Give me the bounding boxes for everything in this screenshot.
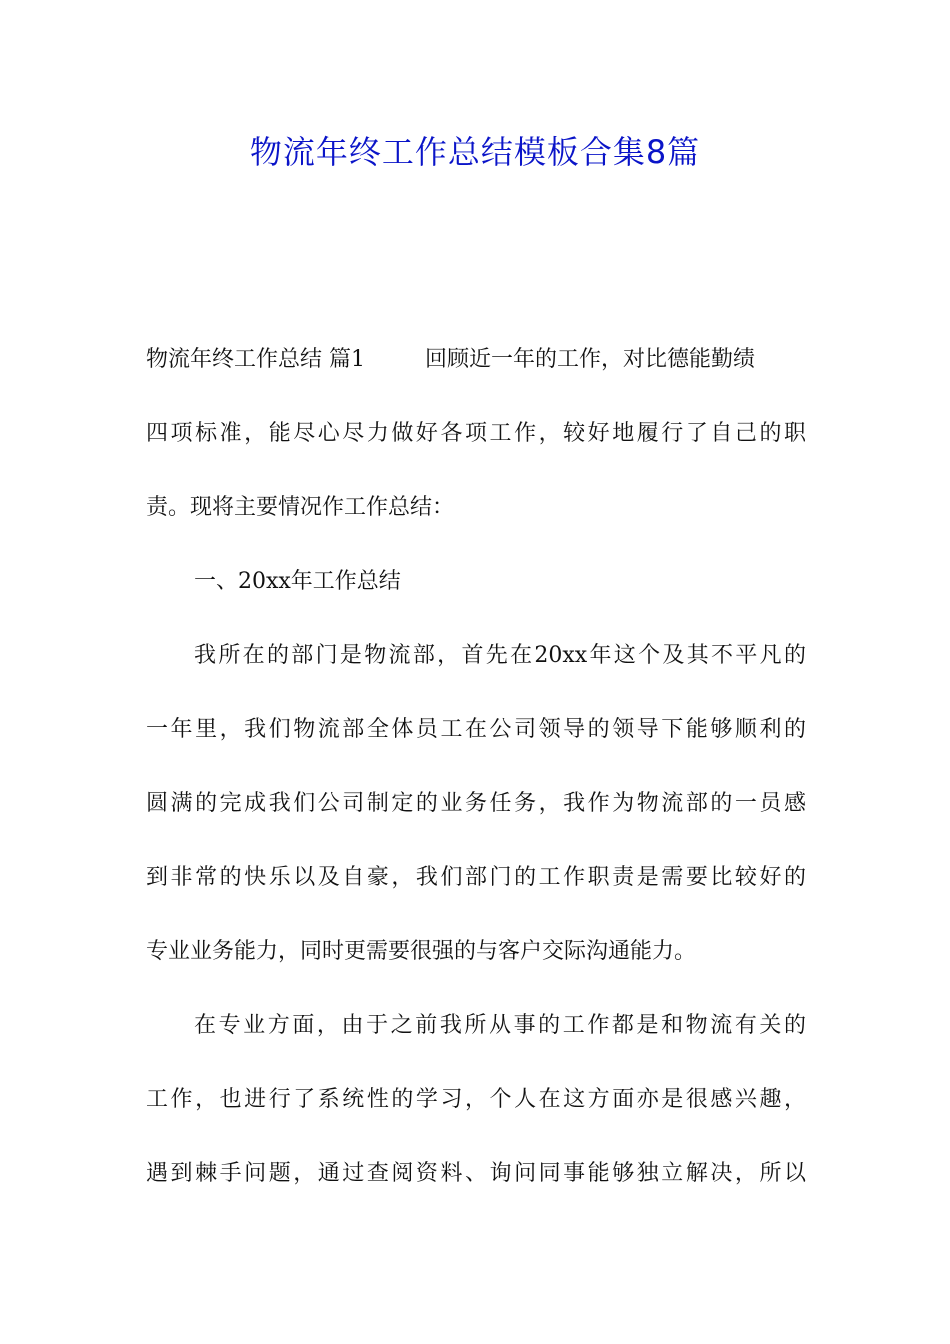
paragraph-line-6: 一年里，我们物流部全体员工在公司领导的领导下能够顺利的: [146, 717, 806, 742]
line-text: 回顾近一年的工作，对比德能勤绩: [425, 347, 756, 372]
document-title: 物流年终工作总结模板合集8篇: [249, 133, 701, 171]
paragraph-line-7: 圆满的完成我们公司制定的业务任务，我作为物流部的一员感: [146, 791, 806, 816]
paragraph-line-1: [146, 336, 806, 384]
paragraph-line-3: 责。现将主要情况作工作总结：: [146, 495, 455, 520]
paragraph-line-10: 在专业方面，由于之前我所从事的工作都是和物流有关的: [194, 1013, 806, 1038]
section-heading: 一、20xx年工作总结: [194, 569, 401, 594]
paragraph-line-2: 四项标准，能尽心尽力做好各项工作，较好地履行了自己的职: [146, 421, 806, 446]
paragraph-line-12: 遇到棘手问题，通过查阅资料、询问同事能够独立解决，所以: [146, 1161, 806, 1186]
paragraph-line-8: 到非常的快乐以及自豪，我们部门的工作职责是需要比较好的: [146, 865, 806, 890]
document-body: [146, 336, 806, 1224]
paragraph-line-11: 工作，也进行了系统性的学习，个人在这方面亦是很感兴趣，: [146, 1087, 806, 1112]
paragraph-line-9: 专业业务能力，同时更需要很强的与客户交际沟通能力。: [146, 939, 697, 964]
section-heading-label: 物流年终工作总结 篇1: [146, 347, 365, 372]
paragraph-line-5: 我所在的部门是物流部，首先在20xx年这个及其不平凡的: [194, 643, 806, 668]
